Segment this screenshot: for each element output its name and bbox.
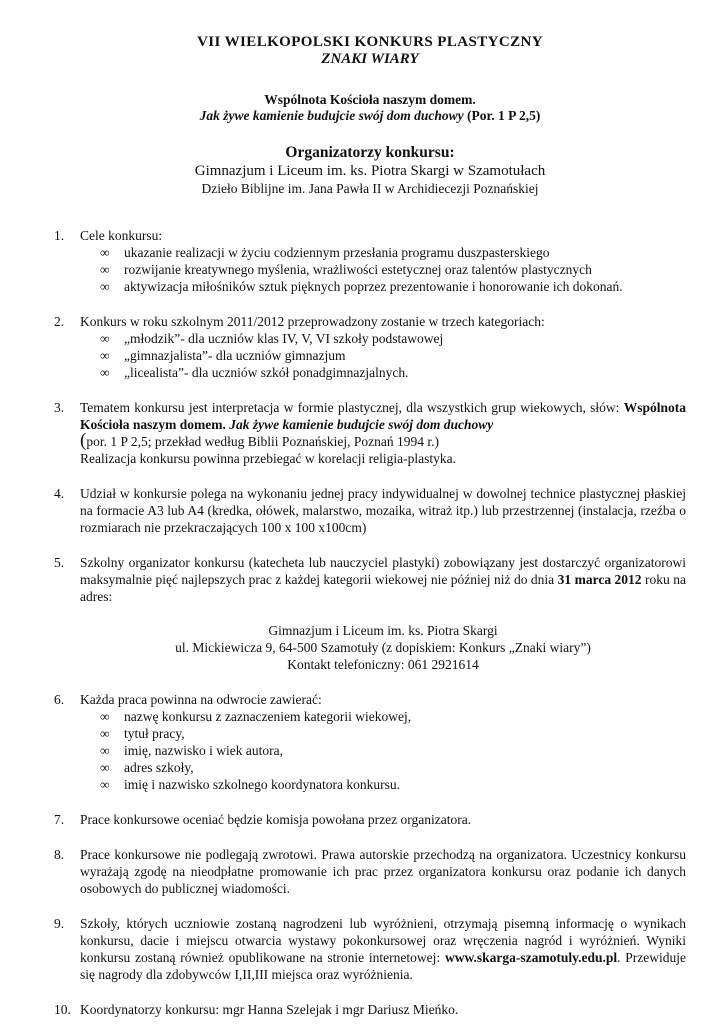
theme-bold-text: Wspólnota Kościoła naszym domem. (80, 400, 686, 432)
bullet-item: ∞ tytuł pracy, (100, 726, 185, 741)
list-item (54, 691, 686, 793)
bullet-item: ∞ nazwę konkursu z zaznaczeniem kategorii wiekowej, (100, 709, 412, 724)
motto-line-1: Wspólnota Kościoła naszym domem. (264, 92, 476, 107)
website-link[interactable]: www.skarga-szamotuly.edu.pl (444, 950, 618, 965)
contest-subtitle: ZNAKI WIARY (321, 51, 419, 67)
infinity-bullet-icon: ∞ (100, 262, 110, 277)
rules-list (54, 227, 686, 1018)
list-item (54, 915, 686, 983)
infinity-bullet-icon: ∞ (100, 760, 110, 775)
infinity-bullet-icon: ∞ (100, 331, 110, 346)
item-number: 7. (54, 812, 65, 827)
item-text: Tematem konkursu jest interpretacja w formie plastycznej, dla wszystkich grup wiekowych, słów: Wspólnota Kościoła naszym domem. Jak żywe kamienie budujcie swój dom duchowy (80, 400, 686, 432)
list-item (54, 846, 686, 897)
motto-quote: Jak żywe kamienie budujcie swój dom duchowy (199, 108, 464, 123)
deadline-date: 31 marca 2012 (557, 572, 642, 587)
theme-quote: Jak żywe kamienie budujcie swój dom duchowy (225, 417, 494, 432)
item-text: Cele konkursu: (80, 228, 163, 243)
item-text: Szkolny organizator konkursu (katecheta lub nauczyciel plastyki) zobowiązany jest dostarczyć organizatorowi maksymalnie pięć najlepszych prac z każdej kategorii wiekowej nie później niż do dnia 31 marca 2012 roku na adres: (80, 555, 686, 604)
organizer-biblical-work: Dzieło Biblijne im. Jana Pawła II w Archidiecezji Poznańskiej (201, 181, 539, 196)
item-number: 10. (54, 1002, 71, 1017)
bullet-item: ∞ „młodzik”- dla uczniów klas IV, V, VI szkoły podstawowej (100, 331, 444, 346)
motto-line-2 (54, 108, 686, 124)
item-number: 4. (54, 486, 65, 501)
theme-note: Realizacja konkursu powinna przebiegać w korelacji religia-plastyka. (80, 451, 456, 466)
infinity-bullet-icon: ∞ (100, 365, 110, 380)
list-item (54, 554, 686, 673)
bullet-item: ∞ rozwijanie kreatywnego myślenia, wrażliwości estetycznej oraz talentów plastycznych (100, 262, 592, 277)
motto-reference: (Por. 1 P 2,5) (467, 108, 541, 123)
list-item (54, 485, 686, 536)
infinity-bullet-icon: ∞ (100, 279, 110, 294)
bullet-item: ∞ imię i nazwisko szkolnego koordynatora konkursu. (100, 777, 400, 792)
postal-address: Gimnazjum i Liceum im. ks. Piotra Skargi ul. Mickiewicza 9, 64-500 Szamotuły (z dopiskiem: Konkurs „Znaki wiary”) Kontakt telefoniczny: 061 2921614 (80, 622, 686, 673)
list-item (54, 227, 686, 295)
theme-reference: (por. 1 P 2,5; przekład według Biblii Poznańskiej, Poznań 1994 r.) (80, 430, 440, 451)
infinity-bullet-icon: ∞ (100, 726, 110, 741)
infinity-bullet-icon: ∞ (100, 348, 110, 363)
item-text: Każda praca powinna na odwrocie zawierać: (80, 692, 322, 707)
infinity-bullet-icon: ∞ (100, 777, 110, 792)
contact-phone: Kontakt telefoniczny: 061 2921614 (287, 657, 479, 672)
list-item (54, 1001, 686, 1018)
list-item (54, 399, 686, 467)
bullet-item: ∞ „gimnazjalista”- dla uczniów gimnazjum (100, 348, 346, 363)
bullet-item: ∞ ukazanie realizacji w życiu codziennym przesłania programu duszpasterskiego (100, 245, 550, 260)
infinity-bullet-icon: ∞ (100, 245, 110, 260)
item-number: 2. (54, 314, 65, 329)
item-number: 6. (54, 692, 65, 707)
document-header (54, 34, 686, 197)
infinity-bullet-icon: ∞ (100, 743, 110, 758)
bullet-item: ∞ imię, nazwisko i wiek autora, (100, 743, 283, 758)
list-item (54, 313, 686, 381)
bullet-item: ∞ adres szkoły, (100, 760, 194, 775)
infinity-bullet-icon: ∞ (100, 709, 110, 724)
bullet-item: ∞ „licealista”- dla uczniów szkół ponadgimnazjalnych. (100, 365, 409, 380)
item-text: Udział w konkursie polega na wykonaniu jednej pracy indywidualnej w dowolnej technice plastycznej płaskiej na formacie A3 lub A4 (kredka, ołówek, malarstwo, mozaika, witraż itp.) lub przestrzennej (instalacja, rzeźba o rozmiarach nie przekraczających 100 x 100 x100cm) (80, 486, 686, 535)
item-text: Szkoły, których uczniowie zostaną nagrodzeni lub wyróżnieni, otrzymają pisemną informację o wynikach konkursu, dacie i miejscu otwarcia wystawy pokonkursowej oraz wręczenia nagród i wyróżnień. Wyniki konkursu zostaną również opublikowane na stronie internetowej: www.skarga-szamotuly.edu.pl. Przewiduje się nagrody dla zdobywców I,II,III miejsca oraz wyróżnienia. (80, 916, 687, 982)
item-text: Koordynatorzy konkursu: mgr Hanna Szelejak i mgr Dariusz Mieńko. (80, 1002, 459, 1017)
item-number: 8. (54, 847, 65, 862)
list-item (54, 811, 686, 828)
item-text: Prace konkursowe nie podlegają zwrotowi. Prawa autorskie przechodzą na organizatora. Uczestnicy konkursu wyrażają zgodę na nieodpłatne promowanie ich prac przez organizatora konkursu oraz podanie ich danych osobowych do publicznej wiadomości. (80, 847, 686, 896)
item-number: 1. (54, 228, 65, 243)
bullet-item: ∞ aktywizacja miłośników sztuk pięknych poprzez prezentowanie i honorowanie ich dokonań. (100, 279, 623, 294)
item-number: 9. (54, 916, 65, 931)
organizer-school: Gimnazjum i Liceum im. ks. Piotra Skargi w Szamotułach (194, 163, 546, 179)
item-text: Prace konkursowe oceniać będzie komisja powołana przez organizatora. (80, 812, 472, 827)
organizers-title: Organizatorzy konkursu: (285, 144, 455, 161)
item-number: 3. (54, 400, 65, 415)
contest-title: VII WIELKOPOLSKI KONKURS PLASTYCZNY (197, 34, 543, 50)
item-number: 5. (54, 555, 65, 570)
item-text: Konkurs w roku szkolnym 2011/2012 przeprowadzony zostanie w trzech kategoriach: (80, 314, 545, 329)
